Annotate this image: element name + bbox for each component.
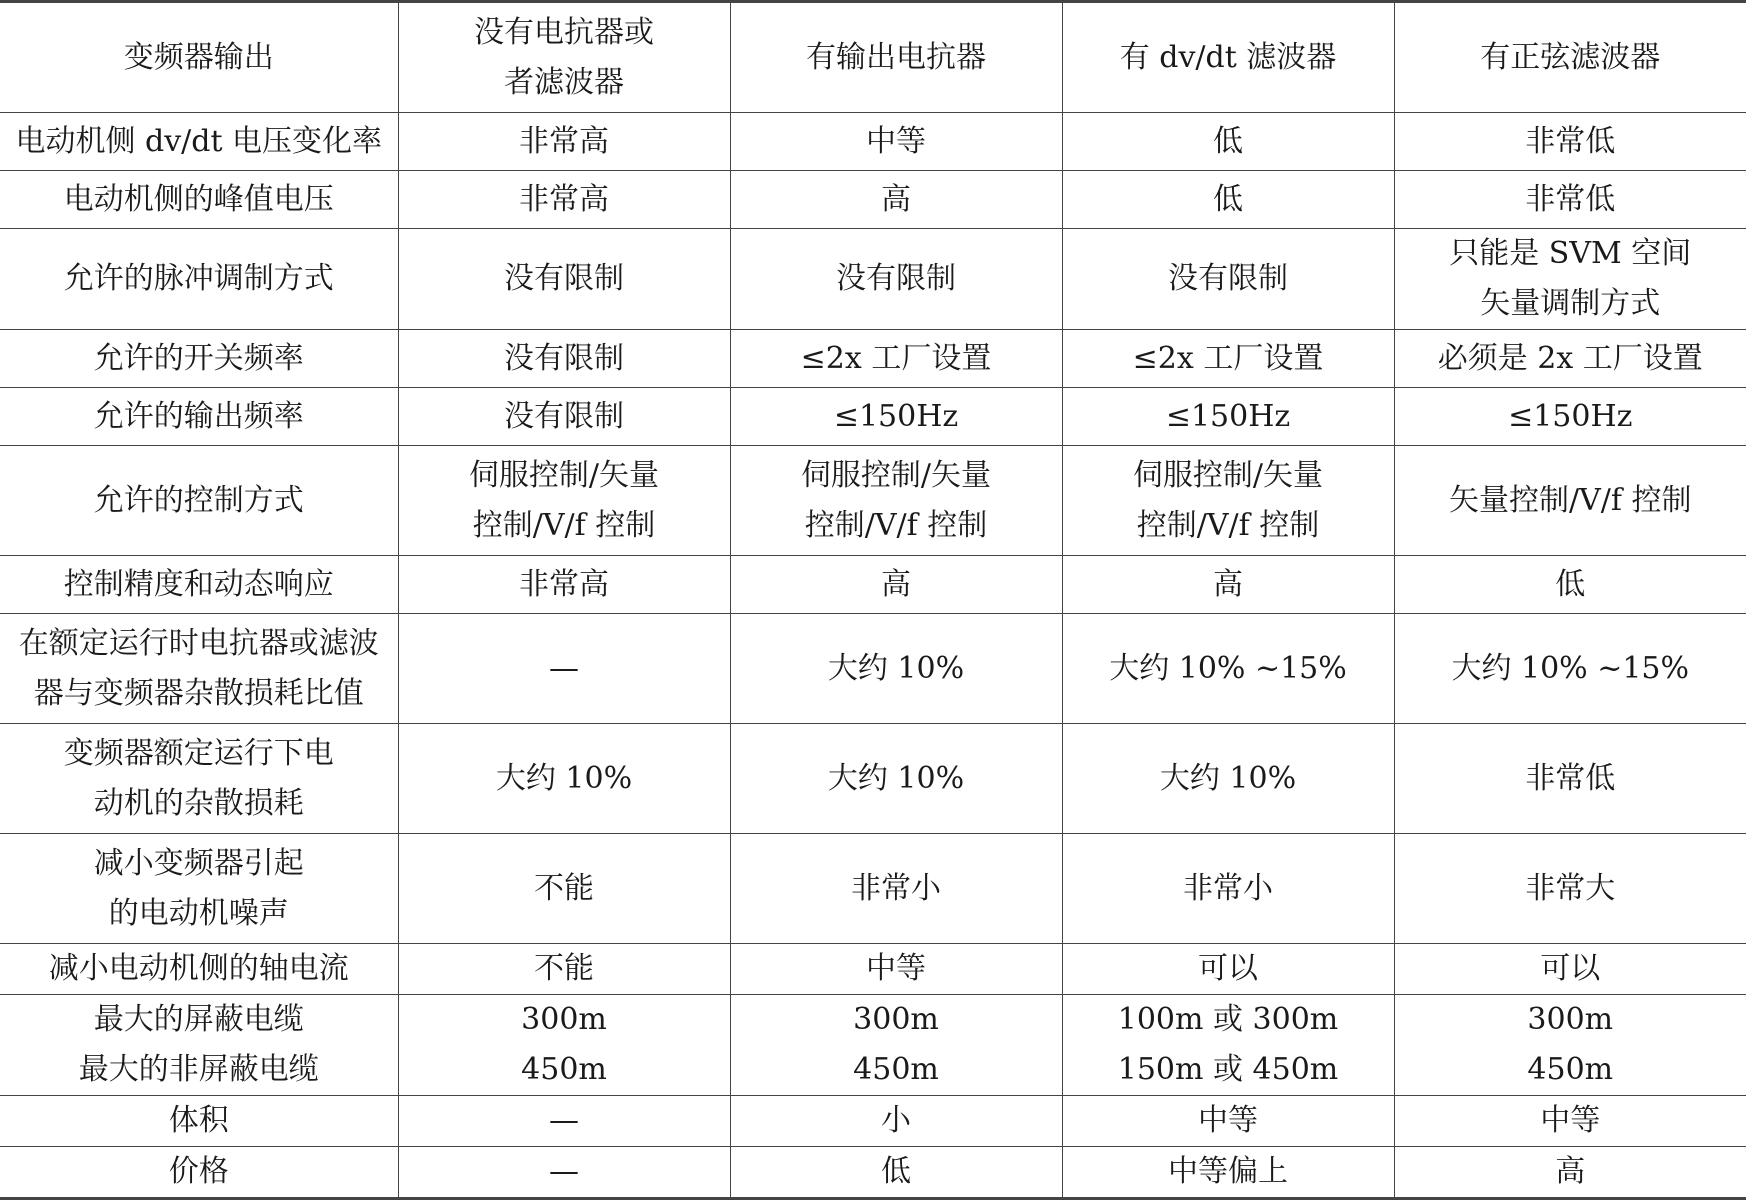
cell-text-line: 没有限制: [504, 340, 624, 376]
table-cell: [730, 724, 1062, 834]
table-cell: [730, 995, 1062, 1096]
cell-text-line: 伺服控制/矢量: [468, 457, 660, 493]
cell-text-line: 允许的输出频率: [93, 398, 304, 434]
cell-text-line: 高: [1213, 566, 1243, 602]
table-cell: [730, 614, 1062, 724]
table-cell: [1062, 330, 1394, 388]
cell-text-line: 450m: [1527, 1052, 1614, 1087]
cell-text-line: 体积: [168, 1103, 229, 1138]
cell-text-line: 没有电抗器或: [474, 14, 654, 50]
cell-text-line: 没有限制: [504, 261, 624, 296]
header-cell: [398, 2, 730, 113]
row-label-cell: [0, 834, 398, 944]
cell-text-line: 矢量控制/V/f 控制: [1448, 482, 1692, 518]
table-cell: [1062, 995, 1394, 1096]
table-cell: [1394, 995, 1746, 1096]
cell-text-line: 低: [881, 1154, 911, 1189]
table-cell: [1394, 330, 1746, 388]
cell-text-line: —: [549, 650, 579, 686]
table-cell: [1394, 1147, 1746, 1199]
cell-text-line: 电动机侧的峰值电压: [63, 181, 334, 217]
table-cell: [1062, 229, 1394, 330]
table-cell: [398, 614, 730, 724]
cell-text-line: 非常小: [1183, 870, 1273, 906]
table-cell: [1394, 171, 1746, 229]
cell-text-line: 只能是 SVM 空间: [1449, 236, 1692, 271]
table-cell: [730, 171, 1062, 229]
cell-text-line: 高: [881, 566, 911, 602]
table-cell: [398, 330, 730, 388]
row-label-cell: [0, 944, 398, 995]
table-cell: [730, 446, 1062, 556]
table-cell: [398, 944, 730, 995]
cell-text-line: ≤2x 工厂设置: [1132, 340, 1324, 376]
table-row: [0, 229, 1746, 330]
cell-text-line: 没有限制: [836, 261, 956, 296]
row-label-cell: [0, 1096, 398, 1147]
table-cell: [398, 834, 730, 944]
table-cell: [730, 229, 1062, 330]
cell-text-line: 大约 10% ~15%: [1109, 650, 1347, 686]
table-cell: [730, 330, 1062, 388]
table-cell: [1062, 113, 1394, 171]
table-row: [0, 388, 1746, 446]
cell-text-line: 非常小: [851, 870, 941, 906]
table-cell: [1062, 1147, 1394, 1199]
table-cell: [1062, 834, 1394, 944]
cell-text-line: 有 dv/dt 滤波器: [1119, 39, 1337, 75]
table-row: [0, 171, 1746, 229]
table-row: [0, 446, 1746, 556]
cell-text-line: ≤150Hz: [833, 398, 959, 434]
cell-text-line: —: [549, 1154, 579, 1189]
cell-text-line: 最大的非屏蔽电缆: [78, 1052, 319, 1087]
cell-text-line: 高: [881, 181, 911, 217]
cell-text-line: 可以: [1540, 951, 1601, 986]
cell-text-line: 矢量调制方式: [1480, 286, 1661, 321]
table-cell: [1394, 944, 1746, 995]
cell-text-line: 有输出电抗器: [806, 39, 986, 75]
cell-text-line: 者滤波器: [504, 64, 624, 100]
table-cell: [1062, 724, 1394, 834]
table-cell: [1394, 724, 1746, 834]
table-cell: [1062, 171, 1394, 229]
table-row: [0, 1096, 1746, 1147]
cell-text-line: 低: [1213, 181, 1243, 217]
table-cell: [1394, 1096, 1746, 1147]
table-cell: [398, 724, 730, 834]
cell-text-line: 150m 或 450m: [1117, 1052, 1339, 1087]
table-row: [0, 834, 1746, 944]
cell-text-line: 大约 10%: [827, 760, 965, 796]
table-row: [0, 724, 1746, 834]
cell-text-line: 伺服控制/矢量: [1132, 457, 1324, 493]
table-row: [0, 614, 1746, 724]
cell-text-line: 低: [1213, 123, 1243, 159]
cell-text-line: 低: [1555, 566, 1586, 602]
table-cell: [1394, 614, 1746, 724]
cell-text-line: 控制/V/f 控制: [472, 507, 656, 543]
header-cell: [0, 2, 398, 113]
table-cell: [1062, 1096, 1394, 1147]
table-cell: [398, 171, 730, 229]
cell-text-line: 450m: [853, 1052, 939, 1087]
table-row: [0, 113, 1746, 171]
table-cell: [398, 229, 730, 330]
cell-text-line: 没有限制: [504, 398, 624, 434]
header-cell: [1062, 2, 1394, 113]
cell-text-line: ≤2x 工厂设置: [800, 340, 992, 376]
table-cell: [398, 995, 730, 1096]
table-cell: [1394, 388, 1746, 446]
row-label-cell: [0, 614, 398, 724]
cell-text-line: 小: [881, 1103, 911, 1138]
cell-text-line: ≤150Hz: [1165, 398, 1291, 434]
cell-text-line: 大约 10%: [495, 760, 633, 796]
cell-text-line: 非常高: [519, 181, 609, 217]
table-cell: [730, 113, 1062, 171]
table-cell: [1394, 229, 1746, 330]
row-label-cell: [0, 556, 398, 614]
cell-text-line: 高: [1555, 1154, 1586, 1189]
table-cell: [1062, 614, 1394, 724]
table-cell: [398, 1096, 730, 1147]
cell-text-line: 有正弦滤波器: [1480, 39, 1661, 75]
cell-text-line: 没有限制: [1168, 261, 1288, 296]
table-cell: [730, 944, 1062, 995]
cell-text-line: 非常低: [1525, 123, 1616, 159]
row-label-cell: [0, 229, 398, 330]
cell-text-line: 动机的杂散损耗: [93, 785, 304, 821]
cell-text-line: 电动机侧 dv/dt 电压变化率: [15, 123, 383, 159]
table-body: [0, 2, 1746, 1199]
table-row: [0, 995, 1746, 1096]
row-label-cell: [0, 1147, 398, 1199]
table-cell: [1062, 388, 1394, 446]
header-cell: [1394, 2, 1746, 113]
cell-text-line: 减小变频器引起: [93, 845, 304, 881]
cell-text-line: 非常低: [1525, 181, 1616, 217]
cell-text-line: 300m: [521, 1002, 607, 1037]
table-cell: [398, 446, 730, 556]
table-row: [0, 330, 1746, 388]
row-label-cell: [0, 330, 398, 388]
cell-text-line: 不能: [534, 870, 594, 906]
cell-text-line: 中等: [1198, 1103, 1258, 1138]
cell-text-line: 控制/V/f 控制: [1136, 507, 1320, 543]
cell-text-line: 允许的控制方式: [93, 482, 304, 518]
cell-text-line: 可以: [1198, 951, 1258, 986]
cell-text-line: 450m: [521, 1052, 607, 1087]
table-row: [0, 1147, 1746, 1199]
cell-text-line: 不能: [534, 951, 594, 986]
table-row: [0, 556, 1746, 614]
table-cell: [1394, 446, 1746, 556]
table-cell: [1062, 944, 1394, 995]
table-row: [0, 944, 1746, 995]
cell-text-line: 伺服控制/矢量: [800, 457, 992, 493]
cell-text-line: 变频器额定运行下电: [63, 735, 334, 771]
cell-text-line: 控制/V/f 控制: [804, 507, 988, 543]
table-cell: [1062, 446, 1394, 556]
row-label-cell: [0, 113, 398, 171]
table-cell: [1394, 834, 1746, 944]
table-cell: [730, 1147, 1062, 1199]
cell-text-line: 大约 10% ~15%: [1451, 650, 1690, 686]
table-cell: [730, 556, 1062, 614]
cell-text-line: 价格: [168, 1154, 229, 1189]
cell-text-line: 减小电动机侧的轴电流: [48, 951, 349, 986]
row-label-cell: [0, 388, 398, 446]
table-cell: [1394, 556, 1746, 614]
cell-text-line: 控制精度和动态响应: [63, 566, 334, 602]
table-cell: [730, 1096, 1062, 1147]
cell-text-line: 允许的开关频率: [93, 340, 304, 376]
table-cell: [1062, 556, 1394, 614]
cell-text-line: 100m 或 300m: [1117, 1002, 1339, 1037]
cell-text-line: 允许的脉冲调制方式: [63, 261, 334, 296]
cell-text-line: 大约 10%: [1159, 760, 1297, 796]
cell-text-line: 中等: [866, 951, 926, 986]
table-cell: [398, 388, 730, 446]
cell-text-line: 中等: [1540, 1103, 1601, 1138]
cell-text-line: 非常高: [519, 566, 609, 602]
cell-text-line: 中等偏上: [1168, 1154, 1288, 1189]
cell-text-line: 非常低: [1525, 760, 1616, 796]
cell-text-line: 非常大: [1525, 870, 1616, 906]
cell-text-line: 的电动机噪声: [108, 895, 289, 931]
cell-text-line: 最大的屏蔽电缆: [93, 1002, 304, 1037]
cell-text-line: ≤150Hz: [1508, 398, 1633, 434]
table-cell: [398, 1147, 730, 1199]
table-cell: [1394, 113, 1746, 171]
cell-text-line: 器与变频器杂散损耗比值: [33, 675, 364, 711]
row-label-cell: [0, 724, 398, 834]
row-label-cell: [0, 995, 398, 1096]
cell-text-line: 大约 10%: [827, 650, 965, 686]
cell-text-line: 非常高: [519, 123, 609, 159]
row-label-cell: [0, 171, 398, 229]
header-cell: [730, 2, 1062, 113]
cell-text-line: 300m: [1527, 1002, 1614, 1037]
table-cell: [398, 556, 730, 614]
row-label-cell: [0, 446, 398, 556]
table-cell: [398, 113, 730, 171]
cell-text-line: —: [549, 1103, 579, 1138]
cell-text-line: 中等: [866, 123, 926, 159]
table-cell: [730, 834, 1062, 944]
table-cell: [730, 388, 1062, 446]
header-row: [0, 2, 1746, 113]
cell-text-line: 变频器输出: [123, 39, 274, 75]
cell-text-line: 300m: [853, 1002, 939, 1037]
cell-text-line: 在额定运行时电抗器或滤波: [18, 625, 379, 661]
cell-text-line: 必须是 2x 工厂设置: [1437, 340, 1703, 376]
